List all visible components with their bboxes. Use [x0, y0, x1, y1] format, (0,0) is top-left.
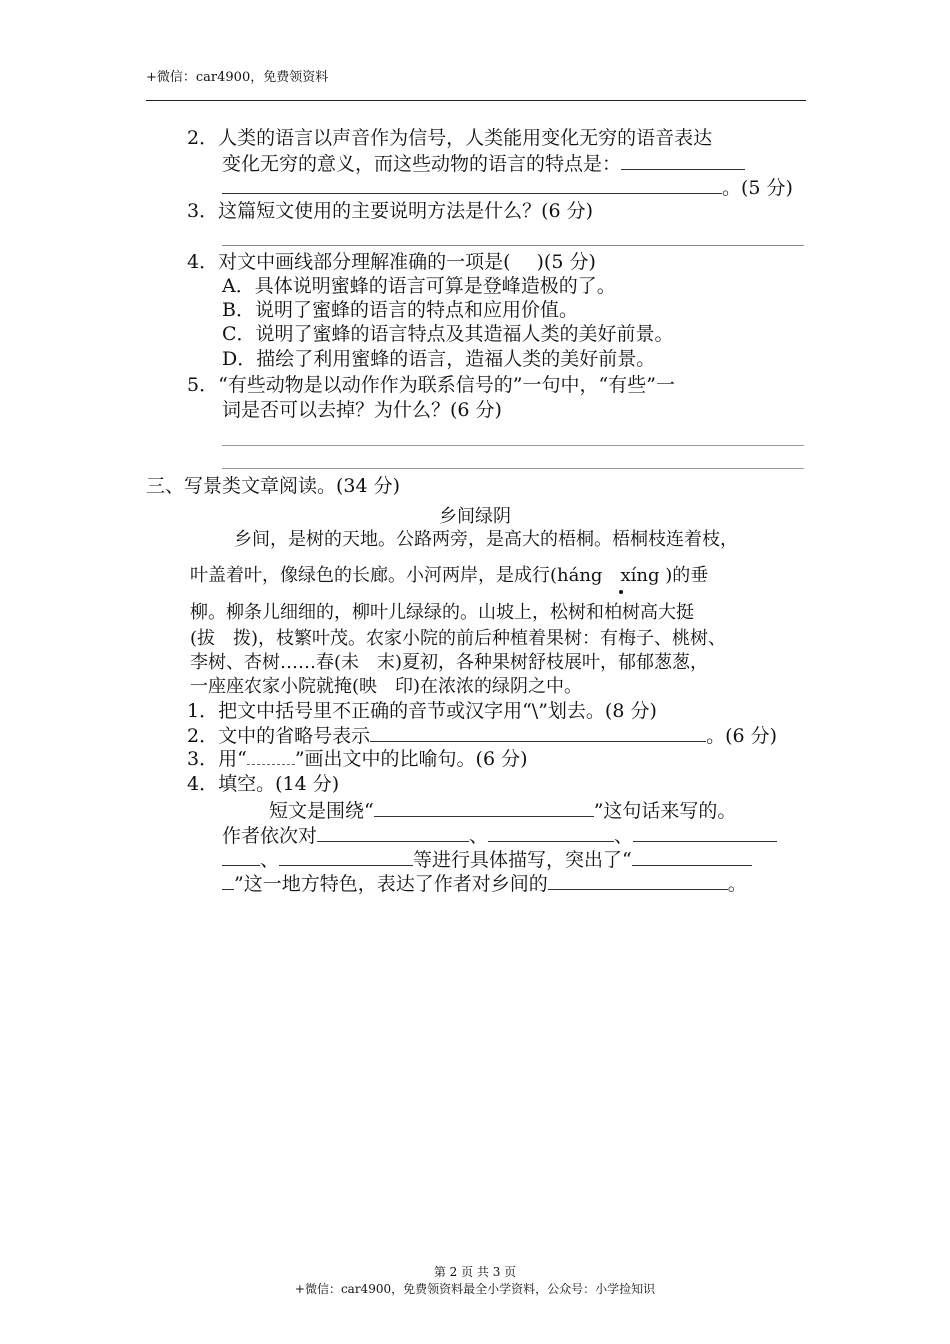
s3-q4-blank-3a[interactable] — [633, 823, 777, 842]
s3-q2-prefix: 2．文中的省略号表示 — [187, 725, 371, 747]
q2-answer-blank-b[interactable] — [222, 175, 722, 194]
s3-q3 — [187, 747, 527, 771]
q4-stem-suffix: )(5 分) — [536, 251, 596, 273]
s3-q2-points: 。(6 分) — [706, 725, 778, 747]
page-number: 第 2 页 共 3 页 — [433, 1265, 517, 1279]
passage-line-4: (拔 拨)，枝繁叶茂。农家小院的前后种植着果树：有梅子、桃树、 — [190, 628, 727, 649]
s3-q4-blank-4[interactable] — [279, 847, 413, 866]
s3-q2-answer-blank[interactable] — [370, 723, 706, 742]
q4-option-d: D．描绘了利用蜜蜂的语言，造福人类的美好前景。 — [222, 348, 656, 370]
s3-q4-blank-center-sentence[interactable] — [374, 798, 594, 817]
s3-q3-prefix: 3．用“ — [187, 748, 247, 770]
passage-line-6: 一座座农家小院就掩(映 印)在浓浓的绿阴之中。 — [190, 676, 583, 697]
passage-line-5: 李树、杏树……春(未 末)夏初，各种果树舒枝展叶，郁郁葱葱， — [190, 652, 709, 673]
q3-line1: 3．这篇短文使用的主要说明方法是什么？(6 分) — [187, 200, 594, 222]
s3-q4-l2a: 作者依次对 — [222, 825, 318, 847]
s3-q4-line3 — [222, 847, 752, 872]
q5-answer-line-2[interactable] — [222, 468, 804, 469]
q3-answer-line[interactable] — [222, 245, 804, 246]
q4-stem-prefix: 4．对文中画线部分理解准确的一项是( — [187, 251, 511, 273]
s3-q3-suffix: ”画出文中的比喻句。(6 分) — [294, 748, 528, 770]
s3-q4-blank-5b[interactable] — [222, 871, 234, 890]
section3-heading: 三、写景类文章阅读。(34 分) — [146, 475, 401, 497]
q4-option-b: B．说明了蜜蜂的语言的特点和应用价值。 — [222, 299, 578, 321]
s3-q4-blank-6[interactable] — [548, 871, 728, 890]
s3-q4-line1 — [269, 798, 736, 823]
q5-line1: 5．“有些动物是以动作作为联系信号的”一句中，“有些”一 — [187, 374, 675, 396]
s3-q4-blank-3b[interactable] — [222, 847, 260, 866]
q2-line2-text: 变化无穷的意义，而这些动物的语言的特点是： — [222, 153, 622, 175]
s3-q4-stem: 4．填空。(14 分) — [187, 773, 340, 795]
s3-q4-blank-2[interactable] — [488, 823, 614, 842]
wavy-line-icon — [247, 750, 295, 765]
passage-line-1: 乡间，是树的天地。公路两旁，是高大的梧桐。梧桐枝连着枝， — [234, 529, 738, 550]
passage-line-2: 叶盖着叶，像绿色的长廊。小河两岸，是成行(háng xíng )的垂 — [190, 565, 709, 586]
header-divider — [146, 100, 806, 101]
emphasis-dot — [619, 590, 623, 594]
s3-q4-blank-1[interactable] — [317, 823, 469, 842]
s3-q4-l4a: ”这一地方特色，表达了作者对乡间的 — [234, 873, 548, 895]
q5-answer-line-1[interactable] — [222, 445, 804, 446]
footer-watermark: +微信：car4900，免费领资料最全小学资料，公众号：小学捡知识 — [294, 1282, 656, 1296]
s3-q4-l3a: 、 — [260, 849, 280, 871]
s3-q4-l1b: ”这句话来写的。 — [593, 800, 737, 822]
q4-stem — [187, 250, 596, 274]
s3-q4-l1a: 短文是围绕“ — [269, 800, 374, 822]
s3-q1: 1．把文中括号里不正确的音节或汉字用“\”划去。(8 分) — [187, 700, 657, 722]
q2-answer-blank-a[interactable] — [621, 151, 745, 170]
s3-q4-line2 — [222, 823, 777, 848]
q2-line1: 2．人类的语言以声音作为信号，人类能用变化无穷的语音表达 — [187, 127, 713, 149]
s3-q4-l4b: 。 — [727, 873, 747, 895]
q4-option-c: C．说明了蜜蜂的语言特点及其造福人类的美好前景。 — [222, 323, 674, 345]
s3-q4-blank-5a[interactable] — [632, 847, 752, 866]
q4-option-a: A．具体说明蜜蜂的语言可算是登峰造极的了。 — [222, 275, 616, 297]
q2-line3 — [222, 175, 793, 200]
q5-line2: 词是否可以去掉？为什么？(6 分) — [222, 399, 502, 421]
passage-title: 乡间绿阴 — [439, 506, 511, 527]
header-watermark: +微信：car4900，免费领资料 — [146, 70, 329, 85]
s3-q4-sep1: 、 — [469, 825, 489, 847]
s3-q4-l3b: 等进行具体描写，突出了“ — [413, 849, 632, 871]
q2-points: 。(5 分) — [722, 177, 793, 199]
s3-q4-line4 — [222, 871, 747, 896]
s3-q2 — [187, 723, 777, 748]
passage-line-3: 柳。柳条儿细细的，柳叶儿绿绿的。山坡上，松树和柏树高大挺 — [190, 602, 694, 623]
s3-q4-sep2: 、 — [614, 825, 634, 847]
q2-line2 — [222, 151, 745, 176]
